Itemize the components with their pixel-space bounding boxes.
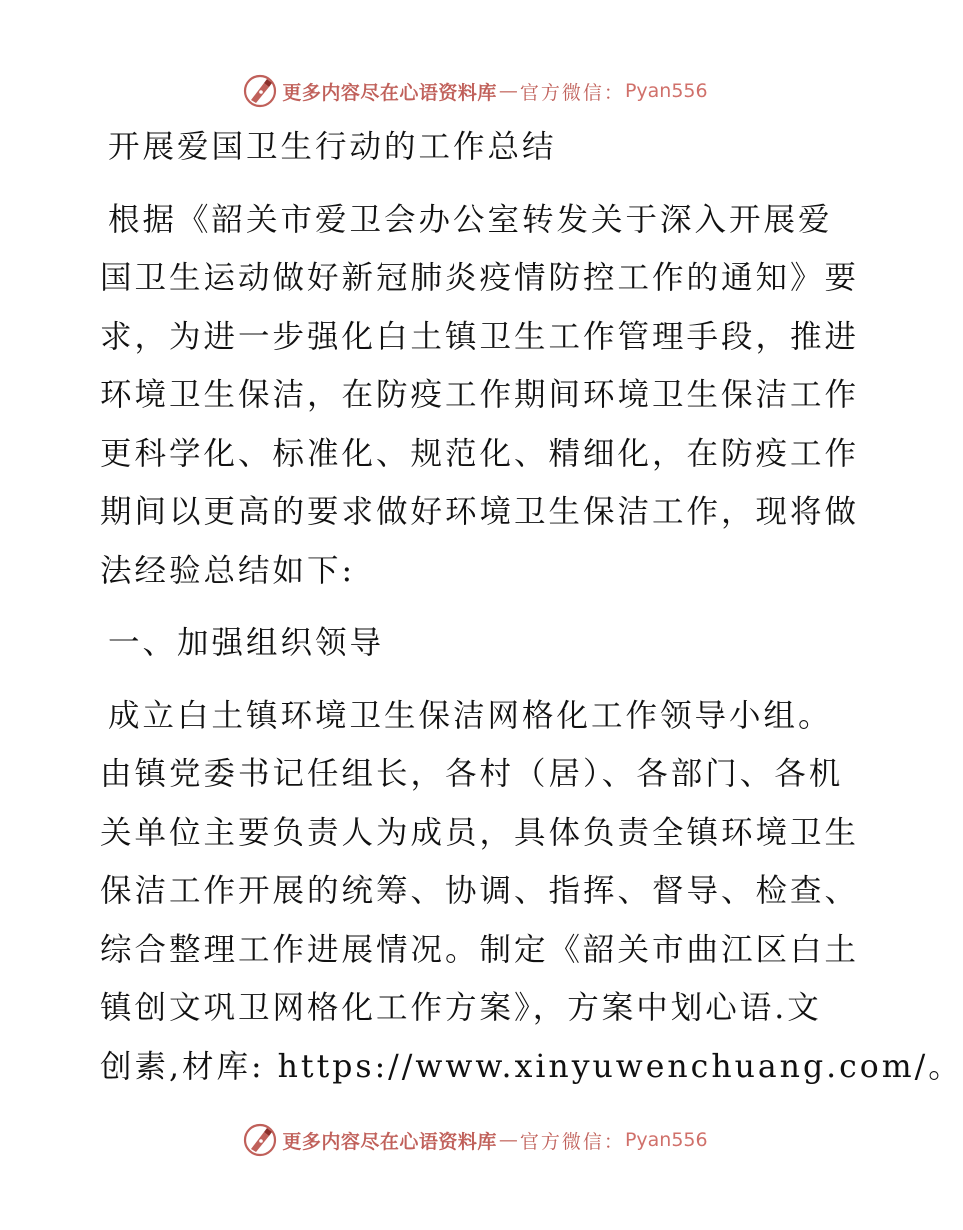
watermark-dash: —	[498, 80, 518, 102]
footer-watermark	[0, 1120, 950, 1160]
watermark-wechat-id: Pyan556	[624, 1129, 708, 1151]
watermark-official-label: 官方微信：	[519, 81, 625, 104]
paragraph-line: 由镇党委书记任组长，各村（居）、各部门、各机	[100, 756, 844, 792]
paragraph-line: 根据《韶关市爱卫会办公室转发关于深入开展爱	[108, 201, 833, 238]
pen-nib-circle-icon	[242, 1122, 278, 1158]
watermark-wechat-id: Pyan556	[624, 80, 708, 102]
section-1-paragraph	[100, 687, 963, 1097]
paragraph-line: 国卫生运动做好新冠肺炎疫情防控工作的通知》要	[100, 260, 860, 296]
watermark-dash: —	[498, 1129, 518, 1151]
paragraph-line: 镇创文巩卫网格化工作方案》，方案中划心语.文	[100, 990, 822, 1026]
document-body	[100, 118, 963, 1096]
watermark-text: 更多内容尽在心语资料库	[282, 81, 497, 104]
paragraph-line: 保洁工作开展的统筹、协调、指挥、督导、检查、	[100, 873, 860, 909]
paragraph-line: 创素,材库: https://www.xinyuwenchuang.com/。	[100, 1048, 963, 1085]
header-watermark	[0, 71, 950, 111]
paragraph-line: 成立白土镇环境卫生保洁网格化工作领导小组。	[108, 697, 833, 734]
paragraph-line: 综合整理工作进展情况。制定《韶关市曲江区白土	[100, 931, 860, 968]
watermark-official-label: 官方微信：	[519, 1130, 625, 1153]
pen-nib-circle-icon	[242, 73, 278, 109]
watermark-text: 更多内容尽在心语资料库	[282, 1130, 497, 1153]
paragraph-line: 期间以更高的要求做好环境卫生保洁工作，现将做	[100, 494, 860, 530]
intro-paragraph	[100, 191, 860, 601]
paragraph-line: 更科学化、标准化、规范化、精细化，在防疫工作	[100, 435, 860, 472]
section-heading: 一、加强组织领导	[108, 625, 385, 661]
paragraph-line: 关单位主要负责人为成员，具体负责全镇环境卫生	[100, 814, 860, 851]
paragraph-line: 求，为进一步强化白土镇卫生工作管理手段，推进	[100, 318, 860, 355]
document-title: 开展爱国卫生行动的工作总结	[108, 129, 557, 165]
paragraph-line: 法经验总结如下:	[100, 552, 356, 589]
paragraph-line: 环境卫生保洁，在防疫工作期间环境卫生保洁工作	[100, 377, 860, 413]
